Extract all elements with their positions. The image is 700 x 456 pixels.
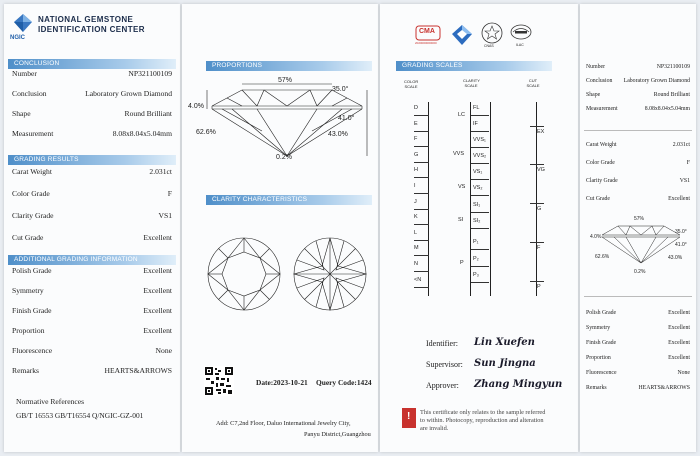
cut-grade-tick — [530, 242, 544, 243]
color-grade-tick — [414, 255, 429, 256]
clarity-group-vs: VS — [458, 184, 466, 190]
summary-table-percent: 57% — [634, 216, 645, 222]
color-grade-h: H — [414, 167, 418, 174]
clarity-grade-tick — [471, 249, 489, 250]
signature-role: Supervisor: — [426, 360, 463, 369]
additional-row-proportion — [12, 325, 172, 337]
additional-value: Excellent — [143, 286, 172, 295]
grading-value: 2.031ct — [149, 167, 172, 176]
signature-role: Identifier: — [426, 339, 458, 348]
clarity-characteristics-header: CLARITY CHARACTERISTICS — [206, 195, 372, 205]
clarity-grade-tick — [471, 282, 489, 283]
summary-grading-label: Cut Grade — [586, 196, 610, 202]
additional-label: Fluorescence — [12, 346, 53, 355]
summary-conclusion-value: Round Brilliant — [653, 92, 690, 98]
clarity-grade-tick — [471, 228, 489, 229]
summary-conclusion-value: Laboratory Grown Diamond — [623, 78, 690, 84]
cut-grade-f: F — [537, 245, 541, 251]
conclusion-value: NP321100109 — [128, 69, 172, 78]
grading-value: Excellent — [143, 233, 172, 242]
summary-grading-row-cut-grade — [586, 194, 690, 204]
conclusion-value: Laboratory Grown Diamond — [85, 89, 172, 98]
color-grade-tick — [414, 287, 429, 288]
grading-row-carat-weight — [12, 166, 172, 178]
summary-additional-row-polish-grade — [586, 308, 690, 318]
summary-divider — [584, 130, 692, 131]
cma-badge — [415, 25, 441, 47]
clarity-scale-header: CLARITY SCALE — [463, 78, 480, 88]
clarity-group-si: SI — [458, 217, 464, 223]
cma-number: 2020000000000 — [415, 41, 437, 45]
conclusion-label: Conclusion — [12, 89, 47, 98]
summary-additional-value: None — [677, 370, 690, 376]
clarity-grade-item: FL — [473, 105, 480, 111]
summary-grading-row-carat-weight — [586, 140, 690, 150]
summary-additional-value: HEARTS&ARROWS — [638, 385, 690, 391]
grading-row-clarity-grade — [12, 210, 172, 222]
conclusion-row-number — [12, 68, 172, 80]
cma-text: CMA — [419, 28, 435, 35]
cut-grade-p: P — [537, 284, 541, 290]
summary-total-depth: 62.6% — [595, 254, 610, 260]
additional-row-polish-grade — [12, 265, 172, 277]
signature-role: Approver: — [426, 381, 459, 390]
color-grade-tick — [414, 224, 429, 225]
color-grade-j: J — [414, 198, 417, 205]
conclusion-row-measurement — [12, 128, 172, 140]
summary-conclusion-row-shape — [586, 90, 690, 100]
summary-grading-row-clarity-grade — [586, 176, 690, 186]
crown-angle: 35.0° — [332, 86, 349, 93]
color-grade-tick — [414, 177, 429, 178]
summary-additional-row-symmetry — [586, 323, 690, 333]
color-grade-f: F — [414, 136, 418, 143]
conclusion-row-conclusion — [12, 88, 172, 100]
additional-label: Finish Grade — [12, 306, 52, 315]
additional-label: Remarks — [12, 366, 39, 375]
summary-conclusion-row-number — [586, 62, 690, 72]
grading-scales-panel — [380, 4, 578, 452]
clarity-grade-tick — [471, 212, 489, 213]
additional-row-remarks — [12, 365, 172, 377]
grading-scales-header: GRADING SCALES — [396, 61, 552, 71]
summary-additional-label: Polish Grade — [586, 310, 617, 316]
grading-label: Cut Grade — [12, 233, 44, 242]
clarity-grade-item: P₂ — [473, 256, 479, 262]
cut-grade-g: G — [537, 206, 542, 212]
color-grade-tick — [414, 240, 429, 241]
summary-conclusion-label: Measurement — [586, 106, 618, 112]
conclusion-header: CONCLUSION — [8, 59, 176, 69]
additional-label: Polish Grade — [12, 266, 52, 275]
qr-code — [204, 366, 234, 396]
summary-grading-label: Clarity Grade — [586, 178, 618, 184]
summary-additional-label: Finish Grade — [586, 340, 617, 346]
color-grade-ltn: <N — [414, 276, 422, 283]
summary-grading-value: F — [686, 160, 690, 166]
query-code: Query Code:1424 — [316, 378, 372, 387]
summary-conclusion-value: 8.08x8.04x5.04mm — [644, 106, 690, 112]
address-line2: Panyu District,Guangzhou — [304, 431, 371, 438]
clarity-group-p: P — [460, 260, 464, 266]
main-report-panel — [4, 4, 180, 452]
clarity-plot-pavilion — [292, 236, 368, 312]
clarity-grade-tick — [471, 131, 489, 132]
additional-info-header: ADDITIONAL GRADING INFORMATION — [8, 255, 176, 265]
additional-value: HEARTS&ARROWS — [104, 366, 172, 375]
summary-grading-row-color-grade — [586, 158, 690, 168]
color-grade-tick — [414, 162, 429, 163]
summary-conclusion-row-measurement — [586, 104, 690, 114]
conclusion-label: Number — [12, 69, 37, 78]
clarity-grade-item: IF — [473, 121, 478, 127]
clarity-group-lc: LC — [458, 112, 466, 118]
color-grade-tick — [414, 146, 429, 147]
clarity-grade-tick — [471, 179, 489, 180]
org-name-line1: NATIONAL GEMSTONE — [38, 15, 134, 24]
clarity-grade-item: VVS₂ — [473, 153, 487, 159]
disclaimer-line2: to within. Photocopy, reproduction and alteration — [420, 417, 544, 424]
conclusion-label: Shape — [12, 109, 31, 118]
summary-proportion-diagram — [596, 219, 686, 269]
cut-grade-tick — [530, 281, 544, 282]
grading-value: F — [167, 189, 172, 198]
pavilion-angle: 41.0° — [338, 115, 355, 122]
cut-grade-ex: EX — [537, 129, 545, 135]
cnas-icon — [481, 22, 503, 44]
clarity-grade-item: P₁ — [473, 239, 479, 245]
cut-grade-tick — [530, 164, 544, 165]
conclusion-label: Measurement — [12, 129, 54, 138]
additional-value: Excellent — [143, 266, 172, 275]
ilac-label: ILAC — [516, 43, 524, 47]
additional-row-finish-grade — [12, 305, 172, 317]
grading-row-color-grade — [12, 188, 172, 200]
table-percent: 57% — [278, 77, 293, 84]
clarity-grade-item: SI₁ — [473, 202, 481, 208]
additional-value: Excellent — [143, 306, 172, 315]
proportions-panel — [182, 4, 378, 452]
color-grade-e: E — [414, 120, 418, 127]
signature-name: Sun Jingna — [474, 358, 536, 369]
summary-divider-2 — [584, 296, 692, 297]
clarity-grade-item: VS₁ — [473, 169, 483, 175]
clarity-grade-item: VS₂ — [473, 185, 483, 191]
summary-additional-value: Excellent — [668, 355, 690, 361]
additional-label: Symmetry — [12, 286, 44, 295]
cut-scale-header: CUT SCALE — [526, 78, 540, 88]
summary-conclusion-label: Shape — [586, 92, 601, 98]
clarity-scale-line2 — [490, 102, 491, 296]
additional-value: None — [155, 346, 172, 355]
clarity-grade-tick — [471, 147, 489, 148]
summary-grading-label: Color Grade — [586, 160, 615, 166]
signature-name: Lin Xuefen — [474, 337, 535, 348]
pavilion-depth: 43.0% — [328, 131, 348, 138]
color-grade-d: D — [414, 105, 418, 111]
summary-additional-label: Symmetry — [586, 325, 611, 331]
clarity-grade-tick — [471, 163, 489, 164]
summary-additional-row-finish-grade — [586, 338, 690, 348]
clarity-grade-item: P₃ — [473, 272, 479, 278]
summary-conclusion-label: Number — [586, 64, 605, 70]
cut-grade-vg: VG — [537, 167, 545, 173]
proportions-header: PROPORTIONS — [206, 61, 372, 71]
clarity-grade-item: SI₂ — [473, 218, 481, 224]
logo-abbr: NGIC — [10, 35, 25, 41]
summary-conclusion-value: NP321100109 — [656, 64, 690, 70]
color-grade-tick — [414, 209, 429, 210]
summary-additional-row-remarks — [586, 383, 690, 393]
grading-results-header: GRADING RESULTS — [8, 155, 176, 165]
clarity-grade-item: VVS₁ — [473, 137, 486, 143]
summary-additional-value: Excellent — [668, 340, 690, 346]
cut-grade-tick — [530, 126, 544, 127]
summary-culet: 0.2% — [634, 269, 646, 275]
summary-additional-value: Excellent — [668, 310, 690, 316]
summary-pavilion-depth: 43.0% — [668, 255, 683, 261]
grading-value: VS1 — [158, 211, 172, 220]
conclusion-value: Round Brilliant — [124, 109, 172, 118]
additional-row-symmetry — [12, 285, 172, 297]
color-grade-n: N — [414, 261, 418, 267]
summary-additional-row-fluorescence — [586, 368, 690, 378]
signature-name: Zhang Mingyun — [474, 379, 563, 390]
conclusion-value: 8.08x8.04x5.04mm — [112, 129, 172, 138]
culet-size: 0.2% — [276, 154, 292, 161]
normative-title: Normative References — [16, 397, 85, 406]
summary-conclusion-label: Conclusion — [586, 78, 613, 84]
color-grade-tick — [414, 115, 429, 116]
color-grade-m: M — [414, 245, 419, 252]
summary-grading-value: 2.031ct — [672, 142, 690, 148]
disclaimer-line3: are invalid. — [420, 425, 449, 432]
color-grade-tick — [414, 131, 429, 132]
normative-text: GB/T 16553 GB/T16554 Q/NGIC-GZ-001 — [16, 411, 144, 420]
summary-additional-label: Proportion — [586, 355, 611, 361]
summary-grading-label: Carat Weight — [586, 142, 617, 148]
color-grade-l: L — [414, 229, 418, 236]
color-grade-g: G — [414, 151, 419, 158]
color-scale-header: COLOR SCALE — [404, 79, 419, 89]
clarity-grade-tick — [471, 115, 489, 116]
crown-height: 4.0% — [188, 103, 204, 110]
cnas-label: CNAS — [484, 44, 494, 48]
additional-value: Excellent — [143, 326, 172, 335]
ilac-icon — [510, 23, 532, 43]
ngic-badge-icon — [451, 24, 473, 46]
grading-label: Color Grade — [12, 189, 50, 198]
summary-card-panel — [580, 4, 696, 452]
summary-additional-row-proportion — [586, 353, 690, 363]
summary-grading-value: Excellent — [668, 196, 690, 202]
additional-label: Proportion — [12, 326, 45, 335]
color-grade-i: I — [414, 183, 416, 189]
grading-label: Carat Weight — [12, 167, 52, 176]
conclusion-row-shape — [12, 108, 172, 120]
summary-crown-height: 4.0% — [590, 234, 602, 240]
issue-date: Date:2023-10-21 — [256, 378, 308, 387]
org-name-line2: IDENTIFICATION CENTER — [38, 25, 145, 34]
color-grade-k: K — [414, 214, 418, 221]
color-grade-tick — [414, 193, 429, 194]
color-grade-tick — [414, 271, 429, 272]
summary-crown-angle: 35.0° — [675, 229, 687, 235]
cut-grade-tick — [530, 203, 544, 204]
clarity-plot-crown — [206, 236, 282, 312]
summary-grading-value: VS1 — [679, 178, 690, 184]
summary-conclusion-row-conclusion — [586, 76, 690, 86]
clarity-grade-tick — [471, 266, 489, 267]
disclaimer-line1: This certificate only relates to the sample referred — [420, 409, 546, 416]
warning-glyph: ! — [407, 411, 411, 422]
summary-additional-value: Excellent — [668, 325, 690, 331]
total-depth: 62.6% — [196, 129, 216, 136]
grading-row-cut-grade — [12, 232, 172, 244]
additional-row-fluorescence — [12, 345, 172, 357]
address-line1: Add: C7,2nd Floor, Daluo International Jewelry City, — [216, 420, 351, 427]
summary-additional-label: Fluorescence — [586, 370, 617, 376]
summary-additional-label: Remarks — [586, 385, 607, 391]
summary-pavilion-angle: 41.0° — [675, 242, 687, 248]
clarity-grade-tick — [471, 195, 489, 196]
clarity-group-vvs: VVS — [453, 151, 465, 157]
grading-label: Clarity Grade — [12, 211, 54, 220]
